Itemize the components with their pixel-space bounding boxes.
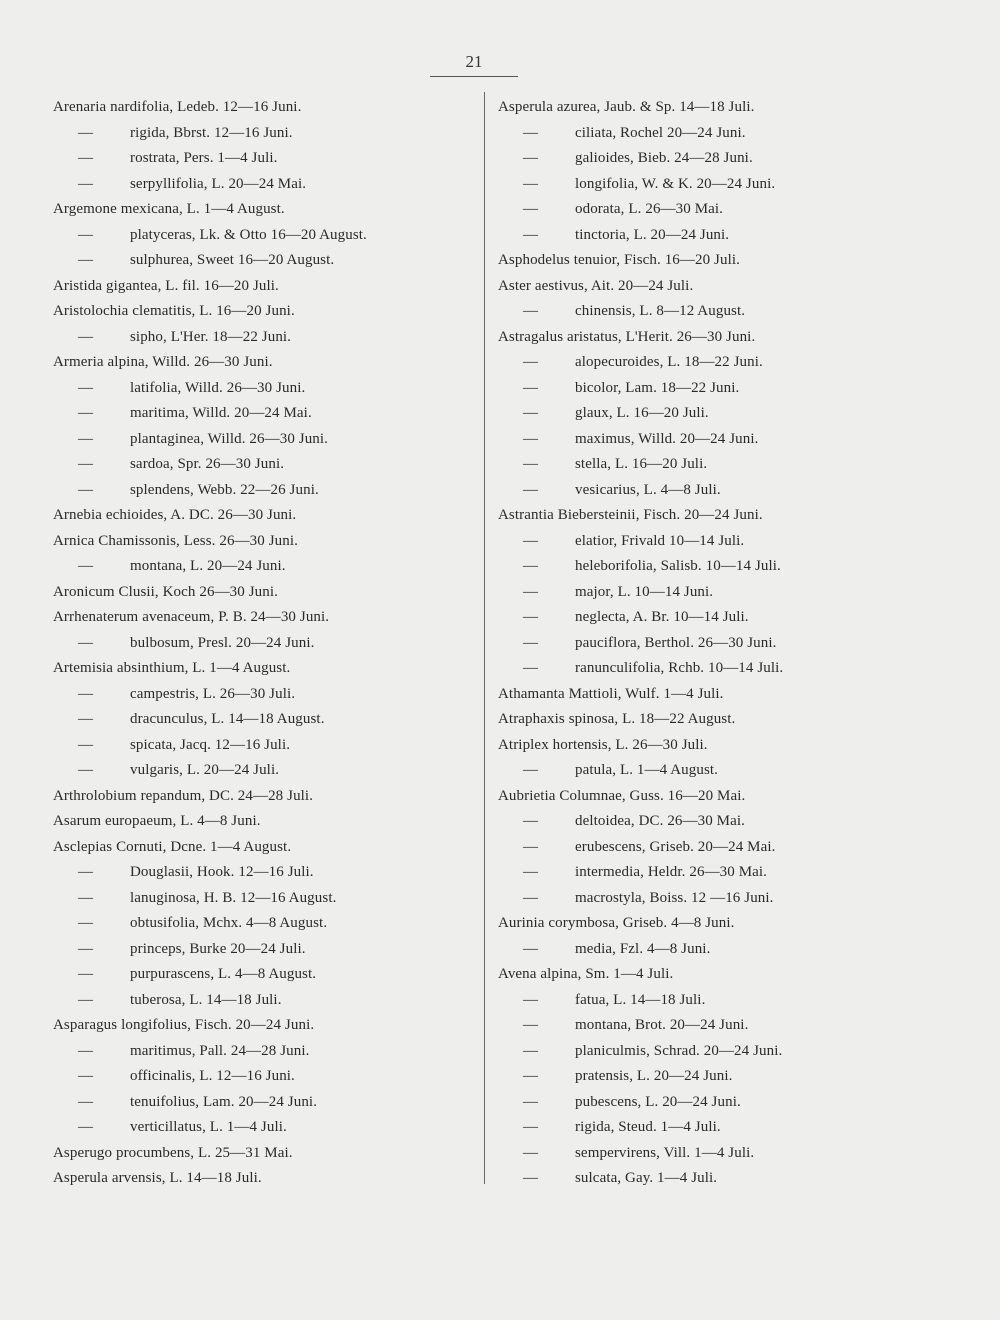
header-rule	[430, 76, 518, 77]
species-entry: Mattioli, Wulf. 1—4 Juli.	[568, 685, 724, 702]
ditto-dash: —	[78, 1068, 94, 1084]
ditto-dash: —	[78, 711, 94, 727]
list-item	[53, 682, 478, 708]
species-entry: sempervirens, Vill. 1—4 Juli.	[575, 1144, 755, 1161]
list-item	[498, 452, 938, 478]
species-entry: chinensis, L. 8—12 August.	[575, 303, 746, 319]
species-entry: longifolius, Fisch. 20—24 Juni.	[121, 1017, 315, 1033]
left-column	[53, 95, 478, 1192]
species-entry: echioides, A. DC. 26—30 Juni.	[105, 507, 297, 523]
list-item	[53, 631, 478, 657]
ditto-dash: —	[523, 481, 539, 498]
list-item	[498, 427, 938, 453]
species-entry: planiculmis, Schrad. 20—24 Juni.	[575, 1042, 783, 1059]
species-entry: spicata, Jacq. 12—16 Juli.	[130, 736, 291, 753]
species-entry: galioides, Bieb. 24—28 Juni.	[575, 150, 753, 166]
species-entry: deltoidea, DC. 26—30 Mai.	[575, 813, 745, 829]
species-entry: maximus, Willd. 20—24 Juni.	[575, 430, 759, 447]
genus-name: Astrantia	[498, 507, 554, 523]
genus-name: Arnica	[53, 532, 95, 549]
list-item	[53, 478, 478, 504]
species-entry: azurea, Jaub. & Sp. 14—18 Juli.	[556, 99, 755, 115]
ditto-dash: —	[78, 1093, 94, 1110]
genus-name: Aster	[498, 277, 531, 294]
ditto-dash: —	[523, 226, 539, 243]
species-entry: sulcata, Gay. 1—4 Juli.	[575, 1170, 718, 1186]
species-entry: pratensis, L. 20—24 Juni.	[575, 1068, 733, 1084]
list-item	[498, 605, 938, 631]
ditto-dash: —	[78, 150, 94, 166]
ditto-dash: —	[523, 583, 539, 600]
ditto-dash: —	[523, 762, 539, 778]
list-item	[53, 197, 478, 223]
ditto-dash: —	[523, 354, 539, 370]
genus-name: Avena	[498, 966, 537, 982]
genus-name: Armeria	[53, 354, 104, 370]
species-entry: sulphurea, Sweet 16—20 August.	[130, 252, 335, 268]
species-entry: patula, L. 1—4 August.	[575, 762, 719, 778]
genus-name: Aurinia	[498, 915, 545, 931]
list-item	[498, 580, 938, 606]
species-entry: Cornuti, Dcne. 1—4 August.	[116, 838, 292, 855]
list-item	[498, 835, 938, 861]
list-item	[498, 784, 938, 810]
species-entry: tenuifolius, Lam. 20—24 Juni.	[130, 1093, 318, 1110]
genus-name: Aubrietia	[498, 787, 556, 804]
list-item	[53, 299, 478, 325]
ditto-dash: —	[78, 940, 94, 957]
ditto-dash: —	[78, 915, 94, 931]
species-entry: neglecta, A. Br. 10—14 Juli.	[575, 609, 749, 625]
list-item	[498, 682, 938, 708]
list-item	[498, 350, 938, 376]
list-item	[498, 274, 938, 300]
list-item	[498, 223, 938, 249]
species-entry: repandum, DC. 24—28 Juli.	[140, 787, 314, 804]
list-item	[498, 376, 938, 402]
list-item	[53, 1039, 478, 1065]
list-item	[53, 401, 478, 427]
list-item	[498, 962, 938, 988]
list-item	[53, 1064, 478, 1090]
list-item	[53, 1141, 478, 1167]
ditto-dash: —	[523, 150, 539, 166]
list-item	[53, 223, 478, 249]
species-entry: princeps, Burke 20—24 Juli.	[130, 940, 306, 957]
species-entry: pubescens, L. 20—24 Juni.	[575, 1093, 741, 1110]
ditto-dash: —	[523, 405, 539, 421]
species-entry: nardifolia, Ledeb. 12—16 Juni.	[110, 99, 302, 115]
species-entry: Chamissonis, Less. 26—30 Juni.	[98, 532, 298, 549]
list-item	[498, 758, 938, 784]
species-entry: serpyllifolia, L. 20—24 Mai.	[130, 175, 307, 192]
ditto-dash: —	[523, 175, 539, 192]
list-item	[498, 95, 938, 121]
species-entry: absinthium, L. 1—4 August.	[116, 660, 291, 676]
species-entry: Douglasii, Hook. 12—16 Juli.	[130, 864, 314, 880]
species-entry: dracunculus, L. 14—18 August.	[130, 711, 325, 727]
species-entry: alopecuroides, L. 18—22 Juni.	[575, 354, 763, 370]
ditto-dash: —	[523, 379, 539, 396]
species-entry: sardoa, Spr. 26—30 Juni.	[130, 456, 285, 472]
list-item	[53, 758, 478, 784]
list-item	[498, 631, 938, 657]
list-item	[498, 478, 938, 504]
list-item	[53, 427, 478, 453]
page-number: 21	[465, 52, 483, 71]
species-entry: fatua, L. 14—18 Juli.	[575, 991, 706, 1008]
ditto-dash: —	[523, 430, 539, 447]
species-entry: europaeum, L. 4—8 Juni.	[104, 813, 261, 829]
species-entry: heleborifolia, Salisb. 10—14 Juli.	[575, 558, 781, 574]
genus-name: Aristolochia	[53, 303, 129, 319]
ditto-dash: —	[523, 456, 539, 472]
species-entry: aristatus, L'Herit. 26—30 Juni.	[567, 328, 756, 345]
list-item	[53, 1090, 478, 1116]
list-item	[53, 988, 478, 1014]
genus-name: Atriplex	[498, 736, 549, 753]
species-entry: lanuginosa, H. B. 12—16 August.	[130, 889, 337, 906]
list-item	[498, 503, 938, 529]
ditto-dash: —	[78, 762, 94, 778]
genus-name: Aronicum	[53, 583, 115, 600]
list-item	[53, 835, 478, 861]
genus-name: Asphodelus	[498, 252, 570, 268]
ditto-dash: —	[523, 940, 539, 957]
list-item	[498, 733, 938, 759]
list-item	[53, 172, 478, 198]
list-item	[498, 1064, 938, 1090]
list-item	[53, 146, 478, 172]
species-entry: rigida, Bbrst. 12—16 Juni.	[130, 124, 293, 141]
list-item	[498, 1141, 938, 1167]
list-item	[53, 911, 478, 937]
species-entry: vesicarius, L. 4—8 Juli.	[575, 481, 721, 498]
species-entry: intermedia, Heldr. 26—30 Mai.	[575, 864, 768, 880]
species-entry: bulbosum, Presl. 20—24 Juni.	[130, 634, 315, 651]
ditto-dash: —	[523, 991, 539, 1008]
ditto-dash: —	[78, 379, 94, 396]
genus-name: Asperugo	[53, 1144, 113, 1161]
genus-name: Argemone	[53, 201, 117, 217]
ditto-dash: —	[523, 813, 539, 829]
ditto-dash: —	[523, 660, 539, 676]
ditto-dash: —	[523, 1017, 539, 1033]
genus-name: Artemisia	[53, 660, 114, 676]
species-entry: bicolor, Lam. 18—22 Juni.	[575, 379, 740, 396]
species-entry: hortensis, L. 26—30 Juli.	[552, 736, 708, 753]
ditto-dash: —	[523, 838, 539, 855]
species-entry: gigantea, L. fil. 16—20 Juli.	[106, 277, 279, 294]
ditto-dash: —	[523, 864, 539, 880]
species-entry: odorata, L. 26—30 Mai.	[575, 201, 724, 217]
ditto-dash: —	[523, 634, 539, 651]
list-item	[53, 350, 478, 376]
species-entry: platyceras, Lk. & Otto 16—20 August.	[130, 226, 367, 243]
species-entry: sipho, L'Her. 18—22 Juni.	[130, 328, 292, 345]
list-item	[53, 886, 478, 912]
species-entry: macrostyla, Boiss. 12 —16 Juni.	[575, 889, 774, 906]
column-divider	[484, 92, 485, 1184]
list-item	[53, 784, 478, 810]
list-item	[498, 860, 938, 886]
list-item	[53, 503, 478, 529]
ditto-dash: —	[523, 303, 539, 319]
species-entry: maritimus, Pall. 24—28 Juni.	[130, 1042, 310, 1059]
ditto-dash: —	[78, 252, 94, 268]
species-entry: pauciflora, Berthol. 26—30 Juni.	[575, 634, 777, 651]
species-entry: tuberosa, L. 14—18 Juli.	[130, 991, 282, 1008]
ditto-dash: —	[523, 1068, 539, 1084]
ditto-dash: —	[523, 609, 539, 625]
species-entry: procumbens, L. 25—31 Mai.	[115, 1144, 293, 1161]
genus-name: Astragalus	[498, 328, 564, 345]
list-item	[498, 146, 938, 172]
genus-name: Asarum	[53, 813, 102, 829]
list-item	[498, 172, 938, 198]
ditto-dash: —	[523, 1119, 539, 1135]
genus-name: Atraphaxis	[498, 711, 565, 727]
list-item	[53, 809, 478, 835]
genus-name: Arrhenaterum	[53, 609, 139, 625]
ditto-dash: —	[78, 481, 94, 498]
species-entry: obtusifolia, Mchx. 4—8 August.	[130, 915, 328, 931]
list-item	[498, 809, 938, 835]
ditto-dash: —	[523, 558, 539, 574]
list-item	[498, 886, 938, 912]
genus-name: Aristida	[53, 277, 103, 294]
species-entry: Clusii, Koch 26—30 Juni.	[118, 583, 278, 600]
ditto-dash: —	[78, 634, 94, 651]
species-entry: ranunculifolia, Rchb. 10—14 Juli.	[575, 660, 784, 676]
ditto-dash: —	[523, 124, 539, 141]
species-entry: officinalis, L. 12—16 Juni.	[130, 1068, 295, 1084]
species-entry: montana, L. 20—24 Juni.	[130, 558, 286, 574]
list-item	[53, 452, 478, 478]
ditto-dash: —	[78, 226, 94, 243]
ditto-dash: —	[78, 1042, 94, 1059]
list-item	[498, 529, 938, 555]
ditto-dash: —	[78, 456, 94, 472]
species-entry: rigida, Steud. 1—4 Juli.	[575, 1119, 721, 1135]
list-item	[53, 1115, 478, 1141]
list-item	[53, 325, 478, 351]
species-entry: plantaginea, Willd. 26—30 Juni.	[130, 430, 329, 447]
species-entry: elatior, Frivald 10—14 Juli.	[575, 532, 745, 549]
genus-name: Arenaria	[53, 99, 107, 115]
ditto-dash: —	[523, 1093, 539, 1110]
list-item	[53, 1013, 478, 1039]
list-item	[53, 707, 478, 733]
species-entry: Biebersteinii, Fisch. 20—24 Juni.	[557, 507, 763, 523]
species-entry: longifolia, W. & K. 20—24 Juni.	[575, 175, 776, 192]
list-item	[53, 248, 478, 274]
list-item	[53, 860, 478, 886]
list-item	[498, 325, 938, 351]
species-entry: mexicana, L. 1—4 August.	[120, 201, 285, 217]
ditto-dash: —	[78, 124, 94, 141]
genus-name: Asperula	[53, 1170, 108, 1186]
genus-name: Asclepias	[53, 838, 113, 855]
genus-name: Arnebia	[53, 507, 103, 523]
list-item	[498, 299, 938, 325]
ditto-dash: —	[78, 405, 94, 421]
ditto-dash: —	[523, 1170, 539, 1186]
list-item	[498, 1166, 938, 1192]
genus-name: Asperula	[498, 99, 553, 115]
list-item	[498, 197, 938, 223]
list-item	[53, 656, 478, 682]
genus-name: Athamanta	[498, 685, 565, 702]
species-entry: stella, L. 16—20 Juli.	[575, 456, 708, 472]
ditto-dash: —	[78, 1119, 94, 1135]
list-item	[498, 1013, 938, 1039]
list-item	[498, 707, 938, 733]
species-entry: glaux, L. 16—20 Juli.	[575, 405, 709, 421]
ditto-dash: —	[78, 175, 94, 192]
ditto-dash: —	[523, 1042, 539, 1059]
species-entry: erubescens, Griseb. 20—24 Mai.	[575, 838, 776, 855]
list-item	[498, 121, 938, 147]
list-item	[53, 962, 478, 988]
list-item	[498, 937, 938, 963]
list-item	[498, 248, 938, 274]
right-column	[498, 95, 938, 1192]
list-item	[53, 605, 478, 631]
list-item	[498, 1115, 938, 1141]
list-item	[53, 376, 478, 402]
species-entry: avenaceum, P. B. 24—30 Juni.	[142, 609, 330, 625]
list-item	[53, 95, 478, 121]
list-item	[53, 274, 478, 300]
species-entry: tenuior, Fisch. 16—20 Juli.	[573, 252, 740, 268]
list-item	[498, 401, 938, 427]
species-entry: ciliata, Rochel 20—24 Juni.	[575, 124, 746, 141]
species-entry: montana, Brot. 20—24 Juni.	[575, 1017, 749, 1033]
ditto-dash: —	[78, 889, 94, 906]
species-entry: tinctoria, L. 20—24 Juni.	[575, 226, 730, 243]
ditto-dash: —	[78, 966, 94, 982]
ditto-dash: —	[523, 532, 539, 549]
species-entry: alpina, Sm. 1—4 Juli.	[540, 966, 674, 982]
list-item	[498, 1090, 938, 1116]
species-entry: latifolia, Willd. 26—30 Juni.	[130, 379, 306, 396]
ditto-dash: —	[78, 991, 94, 1008]
list-item	[498, 911, 938, 937]
species-entry: verticillatus, L. 1—4 Juli.	[130, 1119, 287, 1135]
genus-name: Asparagus	[53, 1017, 118, 1033]
species-entry: alpina, Willd. 26—30 Juni.	[107, 354, 273, 370]
species-entry: purpurascens, L. 4—8 August.	[130, 966, 317, 982]
ditto-dash: —	[78, 328, 94, 345]
list-item	[53, 937, 478, 963]
ditto-dash: —	[523, 1144, 539, 1161]
list-item	[53, 121, 478, 147]
species-entry: aestivus, Ait. 20—24 Juli.	[534, 277, 694, 294]
list-item	[498, 1039, 938, 1065]
ditto-dash: —	[78, 685, 94, 702]
ditto-dash: —	[78, 558, 94, 574]
list-item	[53, 529, 478, 555]
species-entry: maritima, Willd. 20—24 Mai.	[130, 405, 312, 421]
species-entry: clematitis, L. 16—20 Juni.	[132, 303, 295, 319]
list-item	[53, 733, 478, 759]
list-item	[53, 580, 478, 606]
list-item	[53, 554, 478, 580]
ditto-dash: —	[78, 736, 94, 753]
genus-name: Arthrolobium	[53, 787, 137, 804]
ditto-dash: —	[523, 889, 539, 906]
species-entry: splendens, Webb. 22—26 Juni.	[130, 481, 319, 498]
species-entry: Columnae, Guss. 16—20 Mai.	[559, 787, 746, 804]
species-entry: major, L. 10—14 Juni.	[575, 583, 714, 600]
species-entry: media, Fzl. 4—8 Juni.	[575, 940, 711, 957]
list-item	[498, 656, 938, 682]
list-item	[498, 988, 938, 1014]
ditto-dash: —	[523, 201, 539, 217]
species-entry: arvensis, L. 14—18 Juli.	[111, 1170, 262, 1186]
list-item	[53, 1166, 478, 1192]
species-entry: spinosa, L. 18—22 August.	[568, 711, 736, 727]
list-item	[498, 554, 938, 580]
species-entry: vulgaris, L. 20—24 Juli.	[130, 762, 280, 778]
species-entry: rostrata, Pers. 1—4 Juli.	[130, 150, 278, 166]
species-entry: corymbosa, Griseb. 4—8 Juni.	[548, 915, 735, 931]
species-entry: campestris, L. 26—30 Juli.	[130, 685, 296, 702]
ditto-dash: —	[78, 430, 94, 447]
ditto-dash: —	[78, 864, 94, 880]
